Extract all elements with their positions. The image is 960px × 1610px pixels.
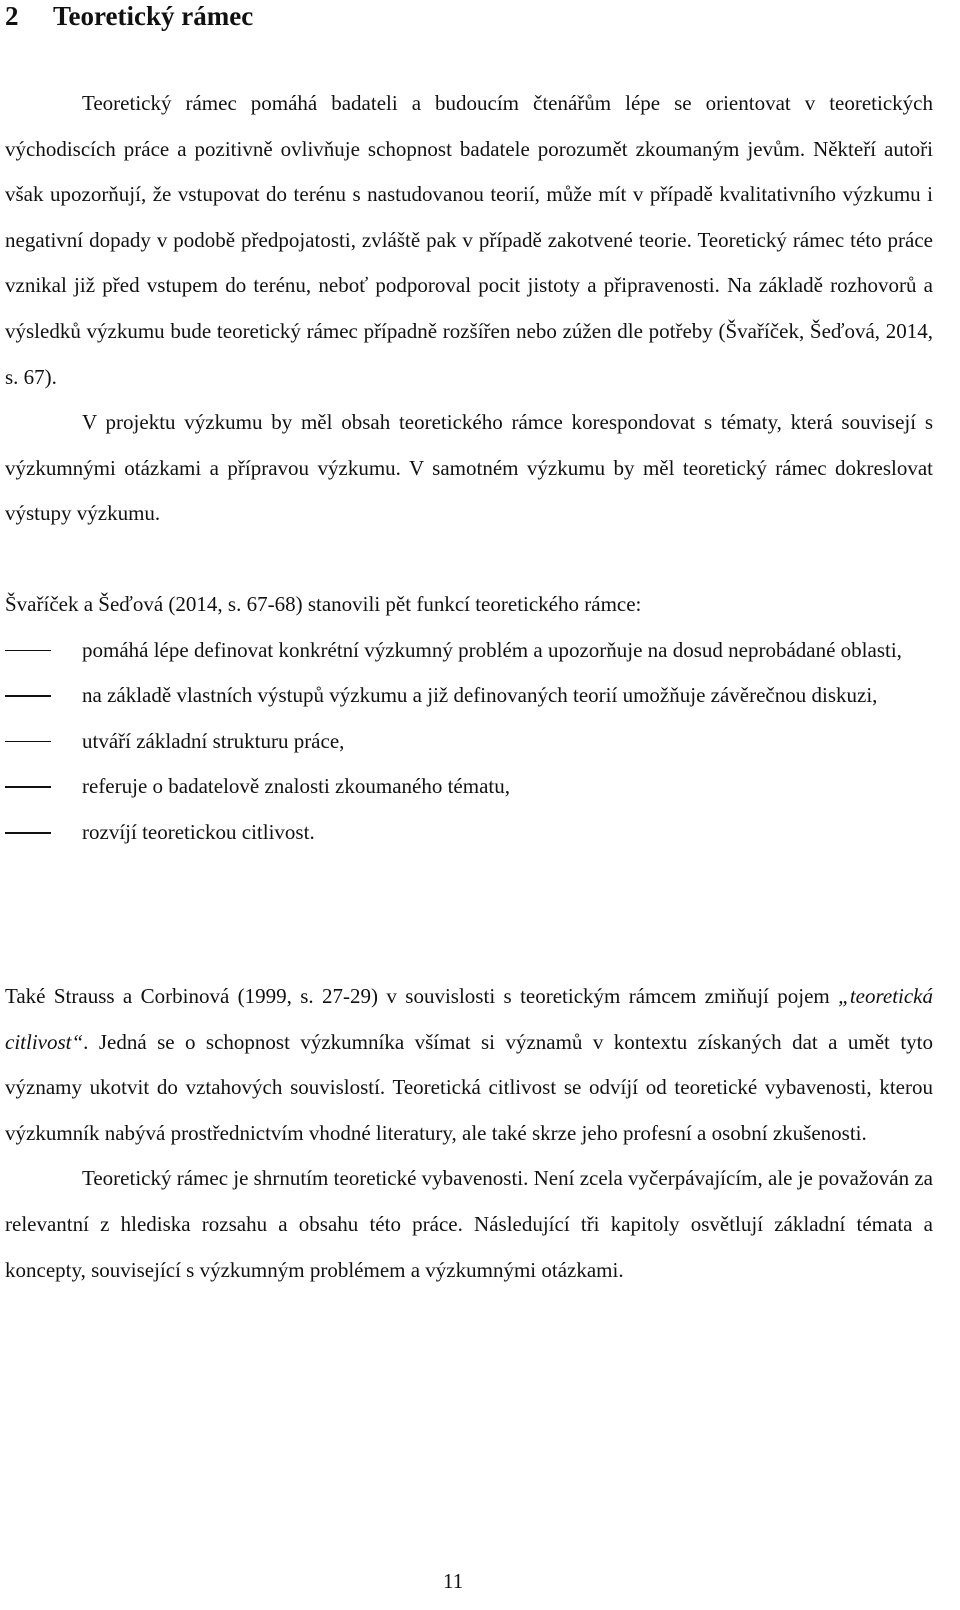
list-item (5, 764, 933, 810)
list-item (5, 719, 933, 765)
list-item-text: rozvíjí teoretickou citlivost. (82, 819, 315, 844)
paragraph-intro-1: Teoretický rámec pomáhá badateli a budoucím čtenářům lépe se orientovat v teoretických východiscích práce a pozitivně ovlivňuje schopnost badatele porozumět zkoumaným jevům. Někteří autoři však upozorňují, že vstupovat do terénu s nastudovanou teorií, může mít v případě kvalitativního výzkumu i negativní dopady v podobě předpojatosti, zvláště pak v případě zakotvené teorie. Teoretický rámec této práce vznikal již před vstupem do terénu, neboť podporoval pocit jistoty a připravenosti. Na základě rozhovorů a výsledků výzkumu bude teoretický rámec případně rozšířen nebo zúžen dle potřeby (Švaříček, Šeďová, 2014, s. 67). (5, 91, 933, 389)
term-theoretical-sensitivity: „teoretická citlivost“ (5, 984, 933, 1054)
list-item-text: utváří základní strukturu práce, (82, 728, 345, 753)
list-item-text: referuje o badatelově znalosti zkoumaného tématu, (82, 774, 510, 799)
chapter-number: 2 (5, 1, 19, 31)
functions-list (5, 628, 933, 856)
functions-lead-in: Švaříček a Šeďová (2014, s. 67-68) stanovili pět funkcí teoretického rámce: (5, 592, 642, 616)
intro-section (5, 81, 933, 537)
chapter-heading (5, 0, 253, 32)
list-item-text: pomáhá lépe definovat konkrétní výzkumný problém a upozorňuje na dosud neprobádané oblasti, (82, 637, 902, 662)
paragraph-intro-2: V projektu výzkumu by měl obsah teoretického rámce korespondovat s tématy, která souvisejí s výzkumnými otázkami a přípravou výzkumu. V samotném výzkumu by měl teoretický rámec dokreslovat výstupy výzkumu. (5, 410, 933, 526)
list-item (5, 673, 933, 719)
paragraph-strauss-start: Také Strauss a Corbinová (1999, s. 27-29) v souvislosti s teoretickým rámcem zmiňují pojem (5, 984, 839, 1008)
list-item (5, 628, 933, 674)
page-number: 11 (443, 1569, 464, 1593)
chapter-title: Teoretický rámec (53, 1, 254, 31)
list-item (5, 810, 933, 856)
functions-section (5, 582, 933, 856)
sensitivity-section (5, 974, 933, 1293)
paragraph-strauss (5, 974, 933, 1156)
paragraph-summary: Teoretický rámec je shrnutím teoretické vybavenosti. Není zcela vyčerpávajícím, ale je považován za relevantní z hlediska rozsahu a obsahu této práce. Následující tři kapitoly osvětlují základní témata a koncepty, související s výzkumným problémem a výzkumnými otázkami. (5, 1166, 933, 1282)
list-item-text: na základě vlastních výstupů výzkumu a již definovaných teorií umožňuje závěrečnou diskuzi, (82, 683, 878, 708)
paragraph-strauss-end: . Jedná se o schopnost výzkumníka všímat si významů v kontextu získaných dat a umět tyto významy ukotvit do vztahových souvislostí. Teoretická citlivost se odvíjí od teoretické vybavenosti, kterou výzkumník nabývá prostřednictvím vhodné literatury, ale také skrze jeho profesní a osobní zkušenosti. (5, 1029, 933, 1145)
